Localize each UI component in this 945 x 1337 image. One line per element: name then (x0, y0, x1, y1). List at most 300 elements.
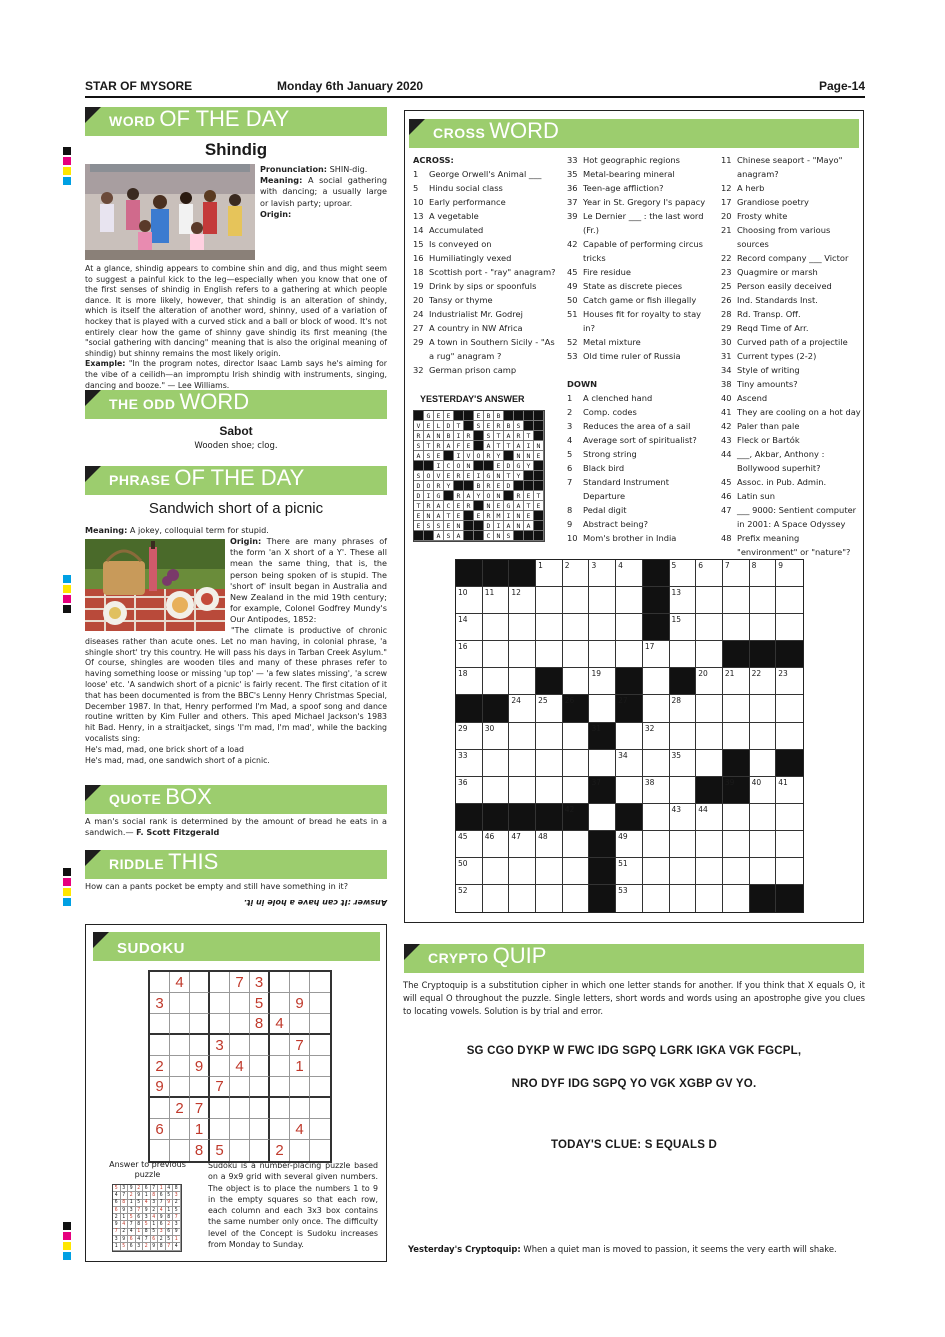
crossword-cell[interactable] (456, 885, 483, 912)
crossword-cell[interactable] (643, 641, 670, 668)
crossword-cell[interactable] (723, 858, 750, 885)
crossword-cell[interactable] (563, 560, 590, 587)
sudoku-cell[interactable] (270, 1098, 290, 1119)
sudoku-cell[interactable] (250, 1077, 270, 1098)
answer-letter: C (444, 501, 454, 511)
clue-text: Quagmire or marsh (737, 267, 818, 277)
crossword-cell[interactable] (483, 641, 510, 668)
answer-letter: R (484, 481, 494, 491)
sudoku-cell[interactable] (210, 1098, 230, 1119)
clue-text: Frosty white (737, 211, 788, 221)
crossword-cell[interactable] (563, 587, 590, 614)
registration-mark (63, 888, 71, 896)
sudoku-cell[interactable] (230, 1140, 250, 1161)
sudoku-cell[interactable] (270, 993, 290, 1014)
sudoku-cell[interactable] (190, 1035, 210, 1056)
crossword-cell[interactable] (776, 695, 803, 722)
crossword-cell[interactable] (536, 885, 563, 912)
clue (721, 489, 861, 503)
sudoku-cell[interactable] (310, 1014, 330, 1035)
sudoku-answer-cell: 7 (173, 1214, 181, 1221)
crossword-cell[interactable] (643, 668, 670, 695)
sudoku-cell[interactable] (250, 1140, 270, 1161)
crossword-cell[interactable] (643, 831, 670, 858)
clue (567, 349, 712, 363)
crossword-cell[interactable] (696, 885, 723, 912)
sudoku-cell[interactable] (230, 993, 250, 1014)
answer-letter: T (524, 431, 534, 441)
crossword-cell[interactable] (616, 614, 643, 641)
sudoku-given: 4 (170, 972, 190, 993)
sudoku-cell[interactable] (250, 1119, 270, 1140)
sudoku-cell[interactable] (190, 1077, 210, 1098)
crossword-cell[interactable] (696, 750, 723, 777)
sudoku-answer-cell: 8 (151, 1192, 159, 1199)
sudoku-cell[interactable] (310, 972, 330, 993)
clue-text: Hindu social class (429, 183, 503, 193)
crossword-cell[interactable] (589, 641, 616, 668)
crossword-cell[interactable] (776, 804, 803, 831)
answer-letter: R (484, 451, 494, 461)
crossword-cell[interactable] (456, 858, 483, 885)
crossword-cell[interactable] (456, 777, 483, 804)
sudoku-cell[interactable] (150, 972, 170, 993)
answer-block (534, 471, 544, 481)
crossword-cell[interactable] (616, 723, 643, 750)
sudoku-cell[interactable] (250, 1098, 270, 1119)
crossword-cell[interactable] (589, 695, 616, 722)
answer-block (414, 461, 424, 471)
clue-number: 26 (721, 295, 732, 305)
crossword-cell[interactable] (776, 777, 803, 804)
crossword-cell[interactable] (536, 587, 563, 614)
answer-block (464, 531, 474, 541)
crossword-cell[interactable] (509, 614, 536, 641)
crossword-cell[interactable] (509, 750, 536, 777)
sudoku-cell[interactable] (250, 1056, 270, 1077)
sudoku-cell[interactable] (230, 1077, 250, 1098)
sudoku-cell[interactable] (290, 972, 310, 993)
clue-text: Humiliatingly vexed (429, 253, 512, 263)
crossword-cell[interactable] (509, 695, 536, 722)
sudoku-answer-cell: 8 (143, 1229, 151, 1236)
crossword-cell[interactable] (589, 668, 616, 695)
crossword-cell[interactable] (750, 723, 777, 750)
cell-number: 5 (671, 561, 677, 570)
sudoku-cell[interactable] (270, 1119, 290, 1140)
crossword-cell[interactable] (723, 587, 750, 614)
crossword-cell[interactable] (723, 614, 750, 641)
sudoku-cell[interactable] (150, 1035, 170, 1056)
clue (567, 195, 712, 209)
cell-number: 17 (644, 642, 655, 652)
crossword-cell[interactable] (589, 614, 616, 641)
registration-mark (63, 1232, 71, 1240)
sudoku-given: 3 (150, 993, 170, 1014)
crossword-cell[interactable] (723, 831, 750, 858)
clue-text: Average sort of spiritualist? (583, 435, 697, 445)
answer-letter: E (484, 421, 494, 431)
answer-letter: E (454, 501, 464, 511)
banner-big-text: THIS (168, 849, 219, 874)
crossword-cell[interactable] (776, 723, 803, 750)
cell-number: 18 (458, 669, 468, 679)
sudoku-cell[interactable] (290, 1077, 310, 1098)
registration-mark (63, 1242, 71, 1250)
crossword-cell[interactable] (696, 831, 723, 858)
crossword-cell[interactable] (563, 641, 590, 668)
crossword-cell[interactable] (670, 560, 697, 587)
crossword-cell[interactable] (696, 560, 723, 587)
sudoku-answer-cell: 4 (158, 1207, 166, 1214)
sudoku-answer-cell: 2 (151, 1207, 159, 1214)
sudoku-answer-cell: 9 (173, 1229, 181, 1236)
sudoku-cell[interactable] (310, 1077, 330, 1098)
crossword-cell[interactable] (696, 723, 723, 750)
crossword-cell[interactable] (750, 750, 777, 777)
crossword-cell[interactable] (670, 777, 697, 804)
clue-number: 31 (721, 351, 732, 361)
cell-number: 45 (458, 831, 468, 841)
sudoku-cell[interactable] (310, 1056, 330, 1077)
crossword-cell[interactable] (750, 614, 777, 641)
answer-block (524, 411, 534, 421)
clue-text: Reqd Time of Arr. (737, 323, 809, 333)
sudoku-given: 5 (210, 1140, 230, 1161)
crossword-cell[interactable] (750, 858, 777, 885)
crossword-cell[interactable] (509, 885, 536, 912)
answer-letter: N (494, 531, 504, 541)
crossword-cell[interactable] (643, 777, 670, 804)
clue-number: 4 (567, 435, 573, 445)
sudoku-cell[interactable] (170, 1077, 190, 1098)
sudoku-cell[interactable] (230, 1098, 250, 1119)
picnic-photo (85, 539, 225, 631)
crossword-cell[interactable] (750, 777, 777, 804)
sudoku-cell[interactable] (210, 1056, 230, 1077)
crossword-cell[interactable] (616, 750, 643, 777)
crossword-cell[interactable] (589, 804, 616, 831)
answer-block (474, 531, 484, 541)
sudoku-cell[interactable] (170, 1119, 190, 1140)
sudoku-cell[interactable] (310, 1035, 330, 1056)
answer-block (514, 531, 524, 541)
crossword-cell[interactable] (696, 804, 723, 831)
crossword-cell[interactable] (589, 587, 616, 614)
clue-number: 17 (721, 197, 732, 207)
crossword-cell[interactable] (563, 858, 590, 885)
clue-text: Rd. Transp. Off. (737, 309, 801, 319)
lyric-line: He's mad, mad, one sandwich short of a picnic. (85, 755, 270, 765)
crossword-grid[interactable] (455, 559, 804, 913)
crossword-cell[interactable] (750, 831, 777, 858)
crossword-cell[interactable] (776, 614, 803, 641)
crossword-cell[interactable] (670, 695, 697, 722)
crossword-cell[interactable] (536, 614, 563, 641)
crossword-cell[interactable] (776, 587, 803, 614)
crossword-cell[interactable] (483, 750, 510, 777)
crossword-cell[interactable] (563, 723, 590, 750)
crossword-cell[interactable] (616, 560, 643, 587)
sudoku-cell[interactable] (170, 1014, 190, 1035)
crossword-cell[interactable] (723, 723, 750, 750)
crossword-cell[interactable] (483, 587, 510, 614)
clue-text: Ascend (737, 393, 768, 403)
crossword-cell[interactable] (536, 858, 563, 885)
crossword-block (643, 560, 670, 587)
crossword-cell[interactable] (643, 885, 670, 912)
crossword-cell[interactable] (696, 614, 723, 641)
crossword-cell[interactable] (563, 750, 590, 777)
sudoku-cell[interactable] (210, 972, 230, 993)
crossword-cell[interactable] (723, 804, 750, 831)
issue-date: Monday 6th January 2020 (277, 79, 424, 93)
crossword-cell[interactable] (483, 614, 510, 641)
clue-text: Scottish port - "ray" anagram? (429, 267, 556, 277)
crossword-cell[interactable] (616, 831, 643, 858)
crossword-cell[interactable] (536, 641, 563, 668)
crossword-cell[interactable] (670, 587, 697, 614)
clue-number: 1 (413, 169, 419, 179)
crossword-cell[interactable] (670, 614, 697, 641)
crossword-cell[interactable] (536, 560, 563, 587)
sudoku-answer-cell: 7 (166, 1243, 174, 1250)
crossword-cell[interactable] (616, 858, 643, 885)
crossword-cell[interactable] (696, 695, 723, 722)
meaning-text: A jokey, colloquial term for stupid. (129, 525, 269, 535)
banner-big-text: OF THE DAY (159, 106, 290, 131)
clue-text: Capable of performing circus tricks (583, 239, 704, 263)
crossword-cell[interactable] (483, 885, 510, 912)
clue (567, 531, 712, 545)
crossword-cell[interactable] (723, 695, 750, 722)
crossword-cell[interactable] (536, 695, 563, 722)
crossword-block (483, 695, 510, 722)
cell-number: 50 (458, 859, 468, 869)
party-photo (85, 164, 255, 260)
sudoku-cell[interactable] (310, 1119, 330, 1140)
sudoku-cell[interactable] (310, 993, 330, 1014)
crossword-cell[interactable] (776, 858, 803, 885)
sudoku-cell[interactable] (270, 1056, 290, 1077)
crossword-cell[interactable] (616, 587, 643, 614)
crossword-cell[interactable] (456, 668, 483, 695)
sudoku-answer-grid (112, 1184, 182, 1252)
answer-letter: N (454, 521, 464, 531)
crossword-cell[interactable] (456, 723, 483, 750)
sudoku-cell[interactable] (290, 1098, 310, 1119)
clue (413, 335, 558, 363)
sudoku-cell[interactable] (250, 1035, 270, 1056)
crossword-cell[interactable] (750, 668, 777, 695)
banner-corner-icon (85, 785, 101, 801)
answer-letter: A (524, 521, 534, 531)
crossword-cell[interactable] (670, 831, 697, 858)
answer-block (534, 521, 544, 531)
crossword-cell[interactable] (536, 723, 563, 750)
crossword-cell[interactable] (616, 885, 643, 912)
crossword-cell[interactable] (509, 777, 536, 804)
sudoku-cell[interactable] (170, 1035, 190, 1056)
answer-letter: C (484, 531, 494, 541)
answer-letter: N (514, 511, 524, 521)
sudoku-cell[interactable] (270, 1077, 290, 1098)
sudoku-cell[interactable] (190, 1014, 210, 1035)
crossword-cell[interactable] (776, 668, 803, 695)
answer-letter: A (514, 501, 524, 511)
crossword-cell[interactable] (563, 777, 590, 804)
sudoku-cell[interactable] (170, 993, 190, 1014)
sudoku-cell[interactable] (310, 1140, 330, 1161)
crossword-cell[interactable] (750, 560, 777, 587)
cell-number: 53 (618, 886, 628, 896)
sudoku-cell[interactable] (210, 993, 230, 1014)
crossword-cell[interactable] (696, 858, 723, 885)
sudoku-cell[interactable] (290, 1140, 310, 1161)
crossword-cell[interactable] (483, 723, 510, 750)
sudoku-answer-cell: 5 (113, 1185, 121, 1192)
answer-letter: A (434, 511, 444, 521)
crossword-cell[interactable] (456, 614, 483, 641)
answer-letter: A (434, 531, 444, 541)
crossword-cell[interactable] (456, 831, 483, 858)
answer-letter: I (424, 491, 434, 501)
crossword-cell[interactable] (750, 804, 777, 831)
crossword-cell[interactable] (536, 831, 563, 858)
crossword-cell[interactable] (643, 695, 670, 722)
sudoku-cell[interactable] (190, 972, 210, 993)
crossword-cell[interactable] (616, 777, 643, 804)
crossword-cell[interactable] (509, 723, 536, 750)
crossword-cell[interactable] (563, 668, 590, 695)
clue-text: Mom's brother in India (583, 533, 677, 543)
banner-corner-icon (409, 119, 425, 135)
crossword-cell[interactable] (696, 641, 723, 668)
sudoku-cell[interactable] (230, 1014, 250, 1035)
answer-letter: S (414, 441, 424, 451)
crossword-cell[interactable] (509, 668, 536, 695)
crossword-cell[interactable] (483, 831, 510, 858)
crossword-cell[interactable] (670, 858, 697, 885)
clue (721, 195, 861, 209)
crossword-cell[interactable] (483, 668, 510, 695)
crossword-cell[interactable] (776, 831, 803, 858)
crossword-cell[interactable] (643, 804, 670, 831)
clue (413, 307, 558, 321)
crossword-cell[interactable] (670, 885, 697, 912)
answer-block (524, 531, 534, 541)
sudoku-cell[interactable] (310, 1098, 330, 1119)
crossword-cell[interactable] (750, 695, 777, 722)
cell-number: 35 (671, 750, 682, 760)
clue (567, 517, 712, 531)
crossword-block (536, 668, 563, 695)
clue (567, 391, 712, 405)
sudoku-cell[interactable] (150, 1098, 170, 1119)
sudoku-answer-cell: 6 (166, 1229, 174, 1236)
clue-text: Style of writing (737, 365, 800, 375)
crossword-block (456, 695, 483, 722)
answer-letter: T (524, 501, 534, 511)
cell-number: 11 (484, 588, 495, 598)
sudoku-cell[interactable] (190, 993, 210, 1014)
crossword-cell[interactable] (509, 587, 536, 614)
crossword-block (509, 804, 536, 831)
crossword-cell[interactable] (723, 668, 750, 695)
phrase-origin (230, 536, 387, 626)
crossword-cell[interactable] (483, 777, 510, 804)
answer-letter: G (514, 461, 524, 471)
clue (721, 377, 861, 391)
sudoku-cell[interactable] (210, 1119, 230, 1140)
crossword-cell[interactable] (483, 858, 510, 885)
sudoku-answer-cell: 4 (113, 1192, 121, 1199)
crossword-cell[interactable] (776, 560, 803, 587)
answer-letter: O (474, 451, 484, 461)
crossword-cell[interactable] (509, 858, 536, 885)
crossword-cell[interactable] (670, 804, 697, 831)
crossword-cell[interactable] (589, 750, 616, 777)
crossword-cell[interactable] (723, 885, 750, 912)
crossword-cell[interactable] (643, 858, 670, 885)
answer-letter: E (414, 521, 424, 531)
crossword-cell[interactable] (750, 587, 777, 614)
crossword-cell[interactable] (536, 777, 563, 804)
crossword-cell[interactable] (696, 587, 723, 614)
answer-block (454, 411, 464, 421)
crossword-cell[interactable] (456, 750, 483, 777)
sudoku-answer-cell: 9 (166, 1200, 174, 1207)
sudoku-answer-cell: 3 (158, 1229, 166, 1236)
crossword-cell[interactable] (563, 831, 590, 858)
clue-number: 20 (413, 295, 424, 305)
crossword-cell[interactable] (589, 560, 616, 587)
crossword-cell[interactable] (563, 885, 590, 912)
sudoku-cell[interactable] (150, 1140, 170, 1161)
sudoku-cell[interactable] (170, 1140, 190, 1161)
sudoku-cell[interactable] (210, 1014, 230, 1035)
clue (721, 181, 861, 195)
sudoku-cell[interactable] (230, 1035, 250, 1056)
crossword-cell[interactable] (456, 641, 483, 668)
crossword-cell[interactable] (616, 641, 643, 668)
sudoku-cell[interactable] (230, 1119, 250, 1140)
crossword-cell[interactable] (536, 750, 563, 777)
crossword-cell[interactable] (563, 614, 590, 641)
banner-corner-icon (85, 390, 101, 406)
crossword-cell[interactable] (670, 641, 697, 668)
sudoku-cell[interactable] (150, 1014, 170, 1035)
answer-letter: M (494, 511, 504, 521)
crossword-cell[interactable] (509, 831, 536, 858)
crossword-cell[interactable] (696, 668, 723, 695)
crossword-cell[interactable] (723, 560, 750, 587)
sudoku-cell[interactable] (290, 1014, 310, 1035)
sudoku-given: 9 (190, 1056, 210, 1077)
crossword-block (536, 804, 563, 831)
sudoku-cell[interactable] (270, 972, 290, 993)
crossword-cell[interactable] (456, 587, 483, 614)
crossword-cell[interactable] (670, 750, 697, 777)
crossword-cell[interactable] (643, 750, 670, 777)
sudoku-cell[interactable] (270, 1035, 290, 1056)
crossword-cell[interactable] (670, 723, 697, 750)
clue-text: Hot geographic regions (583, 155, 681, 165)
sudoku-cell[interactable] (170, 1056, 190, 1077)
crossword-cell[interactable] (643, 723, 670, 750)
crossword-cell[interactable] (509, 641, 536, 668)
phrase-quote (85, 626, 387, 766)
